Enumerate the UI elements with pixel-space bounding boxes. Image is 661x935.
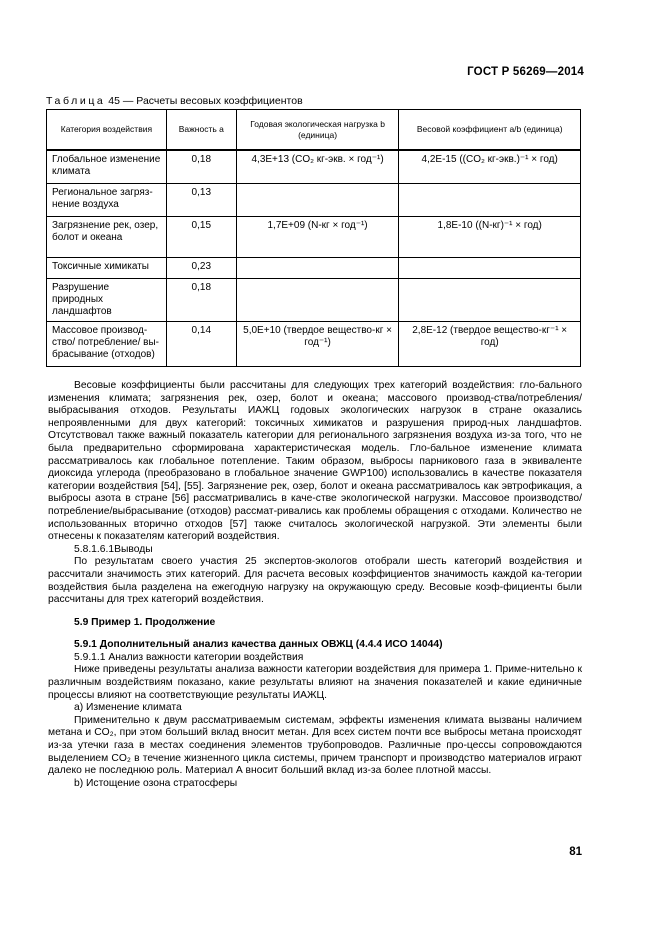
cell-load	[236, 257, 399, 278]
table-caption-word: Таблица	[46, 95, 106, 107]
table-row	[47, 216, 581, 257]
paragraph-conclusions: По результатам своего участия 25 экспертов-экологов отобрали шесть категорий воздействия и рассчитали значимость этих категорий. Для расчета весовых коэффициентов значимость каждой ка-тегории воздействия была разделена на ежегодную нагрузку на окружающую среду. Весовые коэф-фициенты были рассчитаны для трех категорий воздействия.	[48, 556, 582, 606]
list-item-ozone-depletion: b) Истощение озона стратосферы	[74, 777, 238, 789]
section-heading-5-9-1: 5.9.1 Дополнительный анализ качества данных ОВЖЦ (4.4.4 ИСО 14044)	[74, 639, 443, 651]
paragraph-climate-change: Применительно к двум рассматриваемым системам, эффекты изменения климата вызваны наличием метана и CO₂, при этом больший вклад вносит метан. Для всех систем почти все выбросы метана происходят из-за утечки газа в местах соединения элементов трубопроводов. Различные про-цессы сопровождаются выделением CO₂ в течение жизненного цикла системы, причем транспорт и производство материалов играют далеко не последнюю роль. Материал А вносит больший вклад из-за более плотной массы.	[48, 714, 582, 777]
header-importance: Важность a	[166, 110, 236, 151]
cell-weight: 2,8E-12 (твердое вещество-кг⁻¹ × год)	[399, 322, 581, 367]
cell-importance: 0,15	[166, 216, 236, 257]
paragraph-weights-calc: Весовые коэффициенты были рассчитаны для следующих трех категорий воздействия: гло-бального изменения климата; загрязнения рек, озер, болот и океана; массового производ-ства/потребления/выбрасывания отходов. Результаты ИАЖЦ годовых экологических нагрузок в стране оказались непроявленными для двух категорий: токсичных химикатов и разрушения природ-ных ландшафтов. Отсутствовал также важный показатель категории для регионального загрязнения воздуха из-за того, что не была предварительно сформирована характеристическая модель. Гло-бальное изменение климата рассматривалось как глобальное потепление. Таким образом, выбросы парникового газа в эквиваленте диоксида углерода (преобразовано в глобальное значение GWP100) использовались в качестве показателя категории воздействия [54], [55]. Загрязнение рек, озер, болот и океана рассматривалось как эвтрофикация, а выбросы азота в стране [56] рассматривались в каче-стве экологической нагрузки. Массовое производство/потребление/выбрасывание (отходов) рассмат-ривались как проблемы обращения с отходами. Количество не использованных вторично отходов [57] также считалось экологической нагрузкой. Эти элементы были отнесены к показателям категорий воздействия.	[48, 380, 582, 543]
header-weight: Весовой коэффициент a/b (единица)	[399, 110, 581, 151]
weights-table	[46, 109, 581, 367]
section-heading-5-9: 5.9 Пример 1. Продолжение	[74, 616, 216, 628]
cell-importance: 0,13	[166, 183, 236, 216]
document-header: ГОСТ Р 56269—2014	[467, 66, 584, 78]
table-row	[47, 257, 581, 278]
list-item-climate-change: а) Изменение климата	[74, 702, 182, 714]
table-row	[47, 183, 581, 216]
paragraph-importance-analysis: Ниже приведены результаты анализа важности категории воздействия для примера 1. Приме-нительно к различным воздействиям показано, какие результаты влияют на значения показателей и какие единичные процессы влияют на соответствующие результаты ИАЖЦ.	[48, 664, 582, 701]
page-number: 81	[569, 846, 582, 858]
cell-load	[236, 278, 399, 322]
paragraph-conclusions-heading: 5.8.1.6.1Выводы	[74, 543, 153, 555]
cell-load: 4,3E+13 (CO₂ кг-экв. × год⁻¹)	[236, 150, 399, 183]
cell-load: 5,0E+10 (твердое вещество-кг × год⁻¹)	[236, 322, 399, 367]
cell-category: Массовое производ-ство/ потребление/ вы-брасывание (отходов)	[47, 322, 167, 367]
cell-weight: 1,8E-10 ((N-кг)⁻¹ × год)	[399, 216, 581, 257]
cell-category: Разрушение природных ландшафтов	[47, 278, 167, 322]
table-row	[47, 150, 581, 183]
table-header-row	[47, 110, 581, 151]
body-text	[48, 380, 582, 790]
table-caption-title: 45 — Расчеты весовых коэффициентов	[105, 95, 303, 107]
cell-category: Загрязнение рек, озер, болот и океана	[47, 216, 167, 257]
cell-category: Токсичные химикаты	[47, 257, 167, 278]
cell-importance: 0,18	[166, 278, 236, 322]
cell-load: 1,7E+09 (N-кг × год⁻¹)	[236, 216, 399, 257]
table-caption	[46, 95, 303, 107]
cell-importance: 0,14	[166, 322, 236, 367]
cell-importance: 0,18	[166, 150, 236, 183]
cell-load	[236, 183, 399, 216]
cell-weight	[399, 278, 581, 322]
cell-category: Региональное загряз-нение воздуха	[47, 183, 167, 216]
header-category: Категория воздействия	[47, 110, 167, 151]
cell-category: Глобальное изменение климата	[47, 150, 167, 183]
cell-weight: 4,2E-15 ((CO₂ кг-экв.)⁻¹ × год)	[399, 150, 581, 183]
subsection-heading-5-9-1-1: 5.9.1.1 Анализ важности категории воздействия	[74, 651, 304, 663]
cell-weight	[399, 183, 581, 216]
table-row	[47, 278, 581, 322]
table-row	[47, 322, 581, 367]
header-annual-load: Годовая экологическая нагрузка b (единица)	[236, 110, 399, 151]
cell-weight	[399, 257, 581, 278]
cell-importance: 0,23	[166, 257, 236, 278]
